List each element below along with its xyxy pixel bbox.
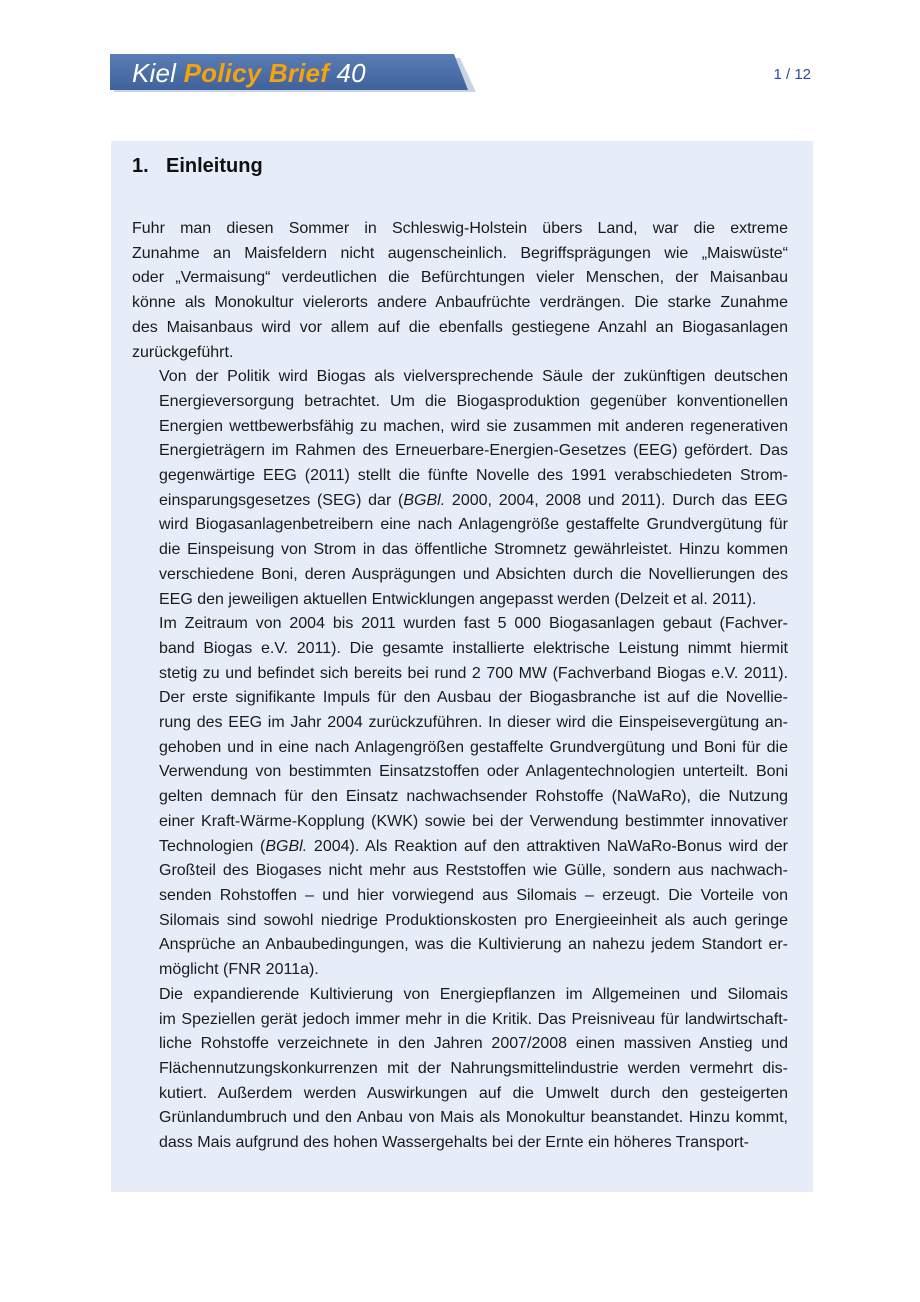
banner-word-policy: Policy	[183, 58, 262, 88]
paragraph	[132, 365, 788, 612]
text-line: Fuhr man diesen Sommer in Schleswig-Holstein übers Land, war die extreme	[132, 220, 788, 237]
section-number: 1.	[132, 155, 149, 177]
page-indicator: 1 / 12	[773, 66, 811, 83]
text-line: einer Kraft-Wärme-Kopplung (KWK) sowie bei der Verwendung bestimmter innovativer	[159, 812, 788, 830]
text-line: Verwendung von bestimmten Einsatzstoffen oder Anlagentechnologien unterteilt. Boni	[159, 763, 788, 781]
paragraph	[132, 612, 788, 983]
text-line: könne als Monokultur vielerorts andere Anbaufrüchte verdrängen. Die starke Zunahme	[132, 294, 788, 312]
text-line: Technologien (BGBl. 2004). Als Reaktion auf den attraktiven NaWaRo-Bonus wird der	[159, 837, 788, 855]
text-line: verschiedene Boni, deren Ausprägungen und Absichten durch die Novellierungen des	[159, 565, 788, 583]
text-line: wird Biogasanlagenbetreibern eine nach Anlagengröße gestaffelte Grundvergütung für	[159, 516, 788, 534]
text-line: zurückgeführt.	[132, 343, 234, 361]
text-line: möglicht (FNR 2011a).	[159, 961, 319, 979]
text-line: Flächennutzungskonkurrenzen mit der Nahrungsmittelindustrie werden vermehrt dis-	[159, 1059, 788, 1077]
text-line: des Maisanbaus wird vor allem auf die ebenfalls gestiegene Anzahl an Biogasanlagen	[132, 318, 788, 336]
banner-title	[132, 57, 366, 89]
text-line: oder „Vermaisung“ verdeutlichen die Befürchtungen vieler Menschen, der Maisanbau	[132, 269, 788, 287]
text-line: rung des EEG im Jahr 2004 zurückzuführen. In dieser wird die Einspeisevergütung an-	[159, 714, 788, 732]
text-line: einsparungsgesetzes (SEG) dar (BGBl. 2000, 2004, 2008 und 2011). Durch das EEG	[159, 491, 789, 509]
body-text	[132, 217, 788, 1156]
text-line: gelten demnach für den Einsatz nachwachsender Rohstoffe (NaWaRo), die Nutzung	[159, 788, 788, 806]
text-line: gehoben und in eine nach Anlagengrößen gestaffelte Grundvergütung und Boni für die	[159, 738, 788, 756]
text-line: band Biogas e.V. 2011). Die gesamte installierte elektrische Leistung nimmt hiermit	[159, 639, 788, 657]
text-line: Großteil des Biogases nicht mehr aus Reststoffen wie Gülle, sondern aus nachwach-	[159, 862, 788, 880]
section-heading	[132, 153, 263, 179]
text-line: im Speziellen gerät jedoch immer mehr in die Kritik. Das Preisniveau für landwirtschaft-	[159, 1010, 788, 1028]
text-line: Silomais sind sowohl niedrige Produktionskosten pro Energieeinheit als auch geringe	[159, 911, 788, 929]
banner-word-kiel: Kiel	[132, 58, 177, 88]
text-line: gegenwärtige EEG (2011) stellt die fünfte Novelle des 1991 verabschiedeten Strom-	[159, 467, 788, 485]
text-line: Zunahme an Maisfeldern nicht augenscheinlich. Begriffsprägungen wie „Maiswüste“	[132, 244, 788, 262]
text-line: Die expandierende Kultivierung von Energiepflanzen im Allgemeinen und Silomais	[159, 985, 788, 1003]
text-line: EEG den jeweiligen aktuellen Entwicklungen angepasst werden (Delzeit et al. 2011).	[159, 590, 757, 608]
text-line: Ansprüche an Anbaubedingungen, was die Kultivierung an nahezu jedem Standort er-	[159, 936, 788, 954]
text-line: liche Rohstoffe verzeichnete in den Jahren 2007/2008 einen massiven Anstieg und	[159, 1035, 788, 1053]
content-panel	[111, 141, 813, 1192]
text-line: Im Zeitraum von 2004 bis 2011 wurden fast 5 000 Biogasanlagen gebaut (Fachver-	[159, 615, 788, 633]
text-line: die Einspeisung von Strom in das öffentliche Stromnetz gewährleistet. Hinzu kommen	[159, 541, 788, 559]
section-title: Einleitung	[166, 155, 263, 177]
text-line: dass Mais aufgrund des hohen Wassergehalts bei der Ernte ein höheres Transport-	[159, 1134, 749, 1152]
banner-issue-number: 40	[336, 58, 366, 88]
text-line: kutiert. Außerdem werden Auswirkungen auf die Umwelt durch den gesteigerten	[159, 1084, 788, 1102]
text-line: Von der Politik wird Biogas als vielversprechende Säule der zukünftigen deutschen	[159, 368, 788, 386]
paragraph	[132, 983, 788, 1156]
banner-word-brief: Brief	[268, 58, 330, 88]
text-line: Der erste signifikante Impuls für den Ausbau der Biogasbranche ist auf die Novellie-	[159, 689, 788, 707]
text-line: senden Rohstoffen – und hier vorwiegend aus Silomais – erzeugt. Die Vorteile von	[159, 886, 788, 904]
text-line: Energien wettbewerbsfähig zu machen, wird sie zusammen mit anderen regenerativen	[159, 417, 788, 435]
text-line: Energieträgern im Rahmen des Erneuerbare-Energien-Gesetzes (EEG) gefördert. Das	[159, 442, 788, 460]
paragraph	[132, 217, 788, 365]
kiel-policy-brief-banner	[110, 54, 476, 92]
text-line: Grünlandumbruch und den Anbau von Mais als Monokultur beanstandet. Hinzu kommt,	[159, 1109, 788, 1127]
text-line: stetig zu und befindet sich bereits bei rund 2 700 MW (Fachverband Biogas e.V. 2011).	[159, 664, 788, 682]
text-line: Energieversorgung betrachtet. Um die Biogasproduktion gegenüber konventionellen	[159, 392, 788, 410]
